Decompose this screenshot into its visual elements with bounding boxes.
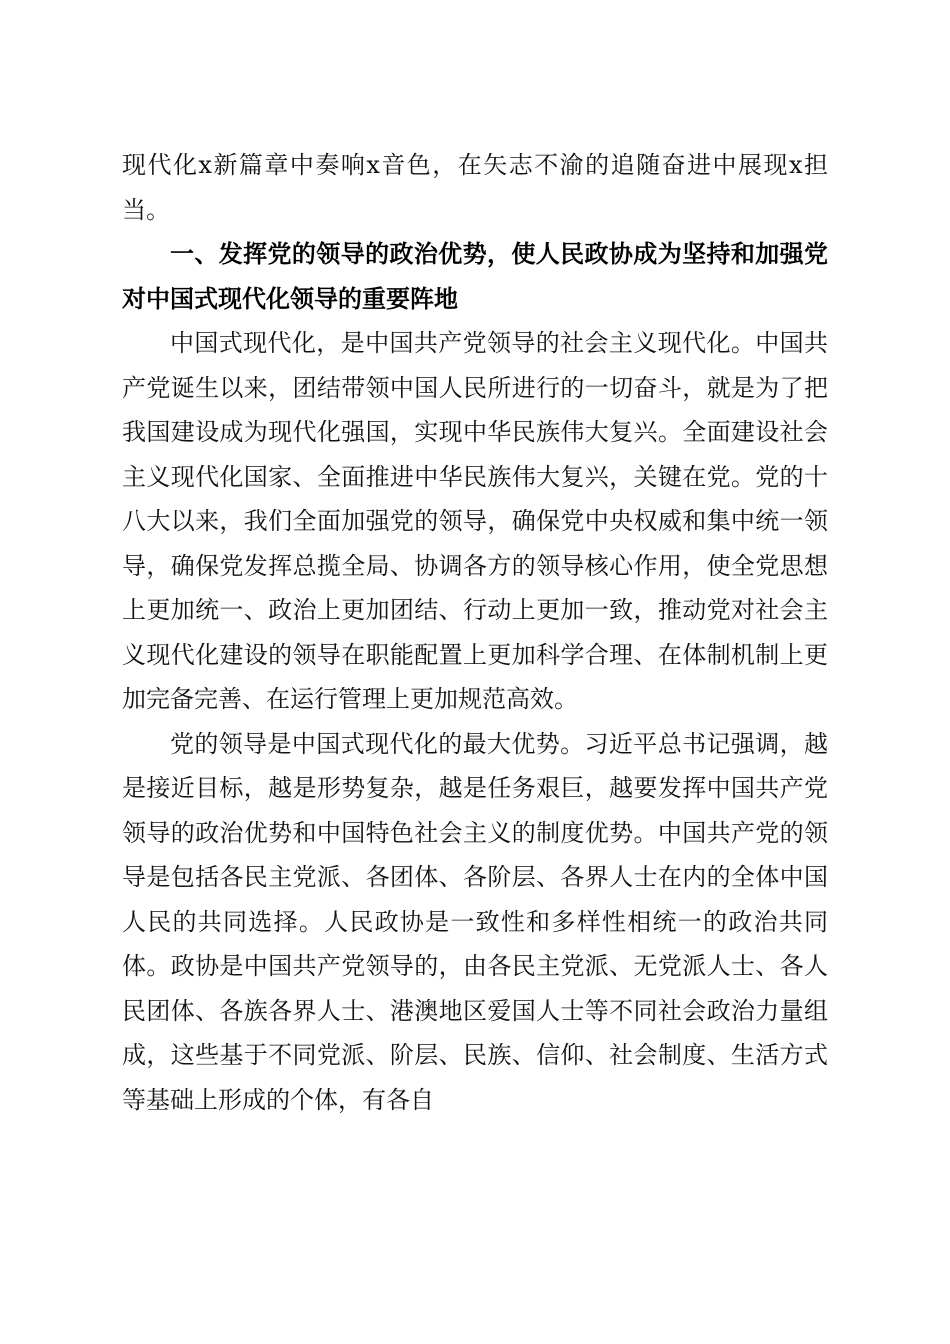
section-heading: 一、发挥党的领导的政治优势，使人民政协成为坚持和加强党对中国式现代化领导的重要阵地 [122,240,828,313]
continuation-paragraph: 现代化x新篇章中奏响x音色，在矢志不渝的追随奋进中展现x担当。 [122,151,828,224]
document-body [122,143,828,1122]
body-paragraph-2: 党的领导是中国式现代化的最大优势。习近平总书记强调，越是接近目标，越是形势复杂，越是任务艰巨，越要发挥中国共产党领导的政治优势和中国特色社会主义的制度优势。中国共产党的领导是包括各民主党派、各团体、各阶层、各界人士在内的全体中国人民的共同选择。人民政协是一致性和多样性相统一的政治共同体。政协是中国共产党领导的，由各民主党派、无党派人士、各人民团体、各族各界人士、港澳地区爱国人士等不同社会政治力量组成，这些基于不同党派、阶层、民族、信仰、社会制度、生活方式等基础上形成的个体，有各自 [122,729,828,1114]
body-paragraph-1: 中国式现代化，是中国共产党领导的社会主义现代化。中国共产党诞生以来，团结带领中国人民所进行的一切奋斗，就是为了把我国建设成为现代化强国，实现中华民族伟大复兴。全面建设社会主义现代化国家、全面推进中华民族伟大复兴，关键在党。党的十八大以来，我们全面加强党的领导，确保党中央权威和集中统一领导，确保党发挥总揽全局、协调各方的领导核心作用，使全党思想上更加统一、政治上更加团结、行动上更加一致，推动党对社会主义现代化建设的领导在职能配置上更加科学合理、在体制机制上更加完备完善、在运行管理上更加规范高效。 [122,329,828,713]
